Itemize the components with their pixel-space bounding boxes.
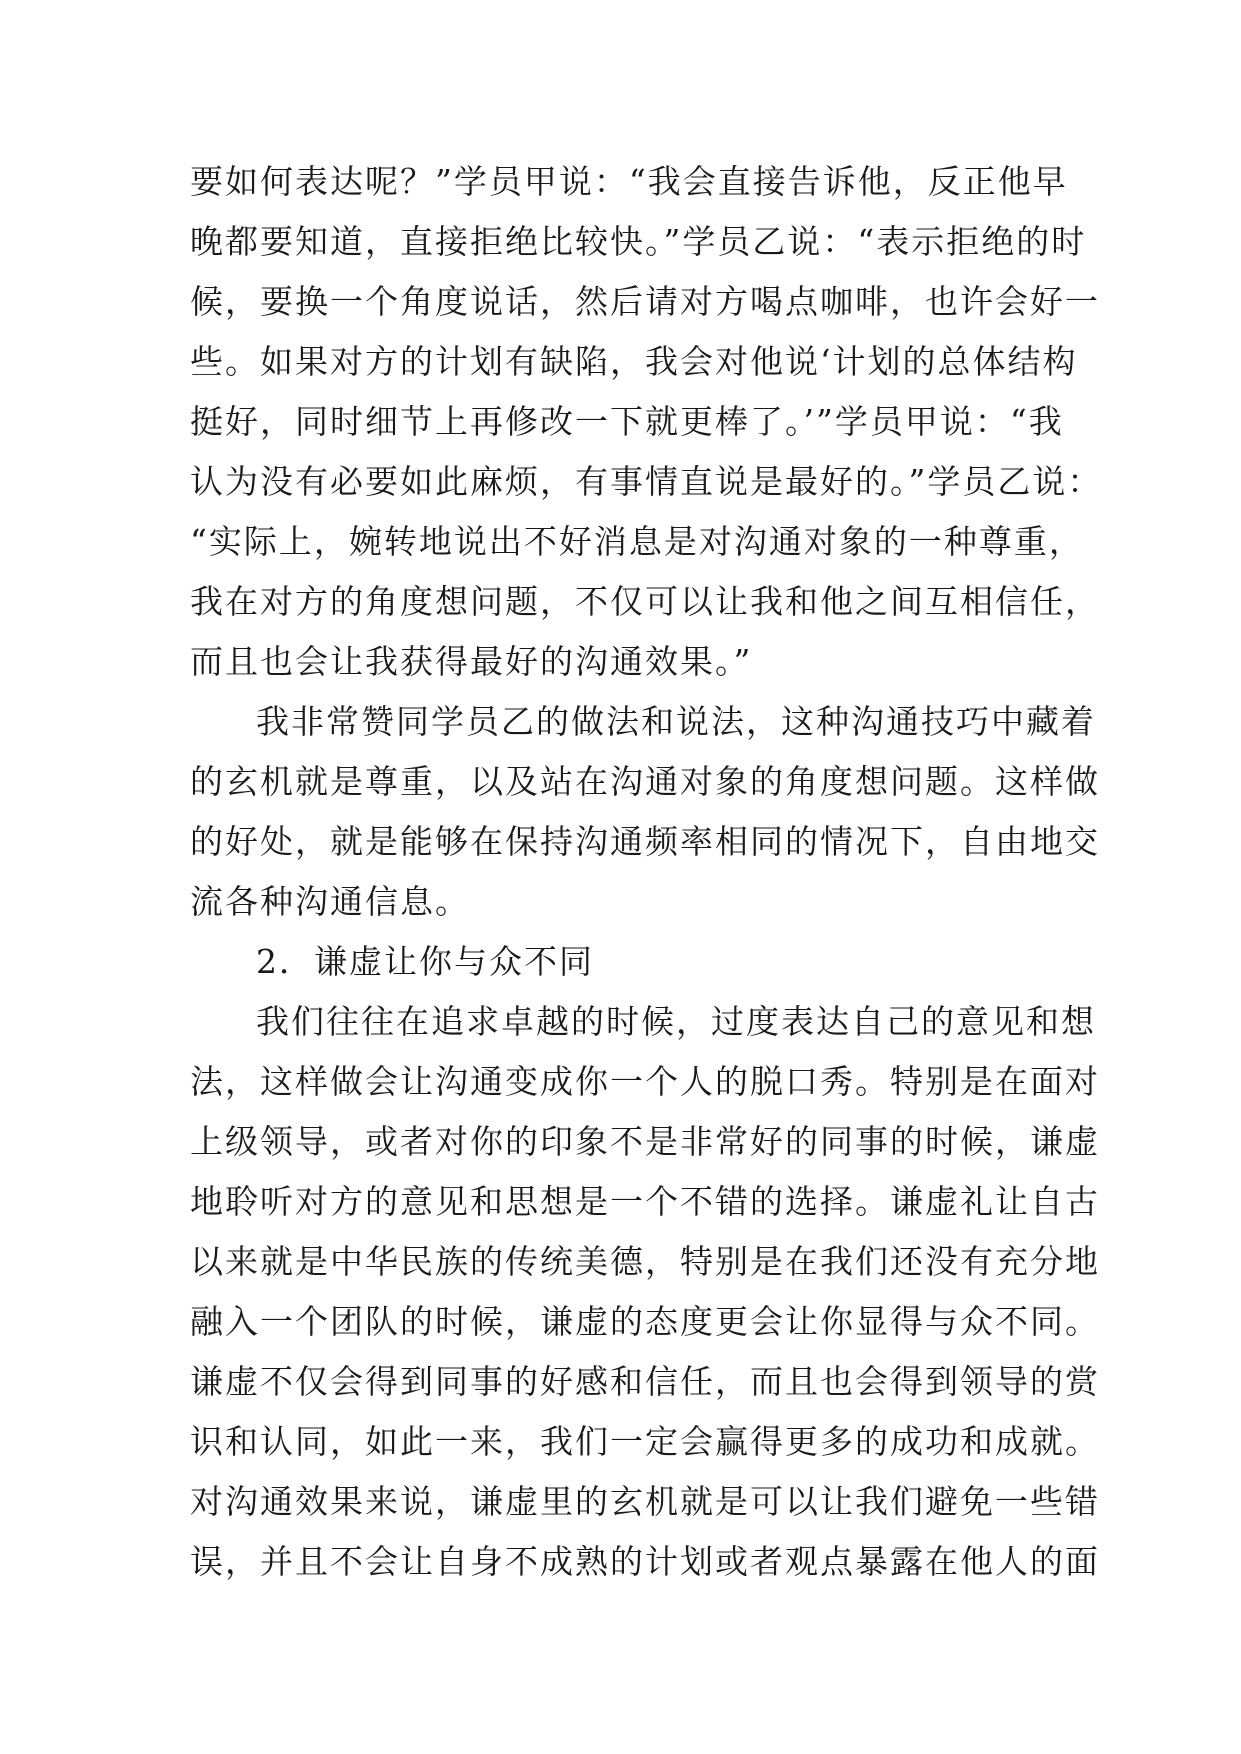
text-line: 些。如果对方的计划有缺陷，我会对他说‘计划的总体结构 bbox=[190, 342, 1078, 381]
text-line: 上级领导，或者对你的印象不是非常好的同事的时候，谦虚 bbox=[190, 1122, 1100, 1161]
text-line: 要如何表达呢？”学员甲说：“我会直接告诉他，反正他早 bbox=[190, 162, 1068, 201]
text-line: 法，这样做会让沟通变成你一个人的脱口秀。特别是在面对 bbox=[190, 1062, 1100, 1101]
text-line: 候，要换一个角度说话，然后请对方喝点咖啡，也许会好一 bbox=[190, 282, 1100, 321]
text-line: 对沟通效果来说，谦虚里的玄机就是可以让我们避免一些错 bbox=[190, 1482, 1100, 1521]
text-line: 我非常赞同学员乙的做法和说法，这种沟通技巧中藏着 bbox=[256, 702, 1096, 741]
text-line: 误，并且不会让自身不成熟的计划或者观点暴露在他人的面 bbox=[190, 1542, 1100, 1581]
text-line: 的玄机就是尊重，以及站在沟通对象的角度想问题。这样做 bbox=[190, 762, 1100, 801]
text-line: 流各种沟通信息。 bbox=[190, 882, 470, 921]
text-line: 挺好，同时细节上再修改一下就更棒了。’”学员甲说：“我 bbox=[190, 402, 1064, 441]
text-line: 的好处，就是能够在保持沟通频率相同的情况下，自由地交 bbox=[190, 822, 1100, 861]
text-line: 地聆听对方的意见和思想是一个不错的选择。谦虚礼让自古 bbox=[190, 1182, 1100, 1221]
text-line: 识和认同，如此一来，我们一定会赢得更多的成功和成就。 bbox=[190, 1422, 1100, 1461]
text-line: 而且也会让我获得最好的沟通效果。” bbox=[190, 642, 753, 681]
text-line: 认为没有必要如此麻烦，有事情直说是最好的。”学员乙说： bbox=[190, 462, 1103, 501]
text-line: 我在对方的角度想问题，不仅可以让我和他之间互相信任， bbox=[190, 582, 1100, 621]
text-line: 2．谦虚让你与众不同 bbox=[256, 942, 594, 981]
text-line: 以来就是中华民族的传统美德，特别是在我们还没有充分地 bbox=[190, 1242, 1100, 1281]
text-line: 融入一个团队的时候，谦虚的态度更会让你显得与众不同。 bbox=[190, 1302, 1100, 1341]
text-line: 谦虚不仅会得到同事的好感和信任，而且也会得到领导的赏 bbox=[190, 1362, 1100, 1401]
text-line: 晚都要知道，直接拒绝比较快。”学员乙说：“表示拒绝的时 bbox=[190, 222, 1087, 261]
body-text bbox=[190, 152, 1103, 1592]
text-line: 我们往往在追求卓越的时候，过度表达自己的意见和想 bbox=[256, 1002, 1096, 1041]
text-line: “实际上，婉转地说出不好消息是对沟通对象的一种尊重， bbox=[190, 522, 1084, 561]
